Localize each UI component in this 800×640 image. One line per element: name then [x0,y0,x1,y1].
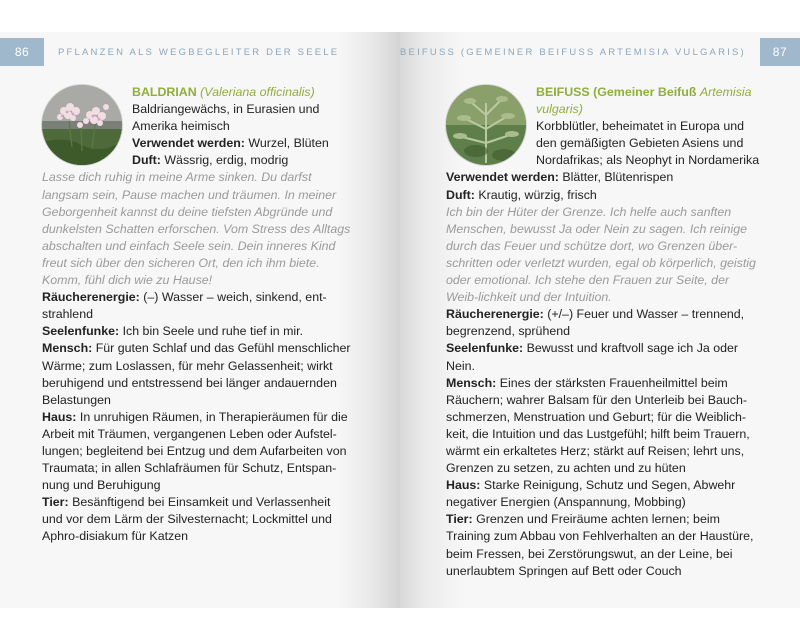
left-page [0,32,400,608]
used-value: Blätter, Blütenrispen [562,170,674,185]
intro-text: Lasse dich ruhig in meine Arme sinken. Du darfst langsam sein, Pause machen und träumen. In meiner Geborgenheit kannst du deine tiefsten Abgründe und dunkelsten Schatten erforschen. Vom Stress des Alltags abschalten und einfach Seele sein. Dein inneres Kind freut sich über den sicheren Ort, den ich ihm biete. Komm, fühl dich wie zu Hause! [42,170,351,288]
used-value: Wurzel, Blüten [248,136,329,151]
section-label: Mensch: [446,375,497,390]
plant-name: BEIFUSS [536,85,590,99]
right-page [400,32,800,608]
plant-origin: Baldriangewächs, in Eurasien und Amerika heimisch [132,102,320,134]
used-label: Verwendet werden: [132,136,245,151]
section-text: Besänftigend bei Einsamkeit und Verlassenheit und vor dem Lärm der Silvesternacht; Lockmittel und Aphro-disiakum für Katzen [42,495,332,544]
section-text: In unruhigen Räumen, in Therapieräumen für die Arbeit mit Träumen, vergangenen Leben oder Aufstel-lungen; begleitend bei Entzug und dem Aufarbeiten von Traumata; in allen Schlafräumen für Schutz, Entspan-nung und Beruhigung [42,409,348,493]
running-head: BEIFUSS (GEMEINER BEIFUSS ARTEMISIA VULGARIS) [400,46,746,58]
section-text: Bewusst und kraftvoll sage ich Ja oder Nein. [446,341,739,373]
right-page-header [400,38,800,66]
section-haus [42,409,354,494]
plant-latin-name: Artemisia vulgaris) [536,85,752,117]
scent-value: Krautig, würzig, frisch [478,187,597,202]
section-raeucherenergie [446,306,760,340]
section-label: Räucherenergie: [42,290,140,305]
section-text: Starke Reinigung, Schutz und Segen, Abwehr negativer Energien (Anspannung, Mobbing) [446,478,736,510]
scent-label: Duft: [446,187,475,202]
baldrian-image [42,85,122,165]
plant-name: BALDRIAN [132,85,197,99]
plant-origin: Korbblütler, beheimatet in Europa und den gemäßigten Gebieten Asiens und Nordafrikas; als Neophyt in Nordamerika [536,119,760,168]
baldrian-entry [42,84,354,546]
plant-common-name: (Gemeiner Beifuß [593,85,697,99]
section-seelenfunke [446,340,760,374]
section-label: Haus: [446,478,481,493]
page-number: 86 [0,38,44,66]
section-mensch [446,375,760,478]
section-text: Ich bin Seele und ruhe tief in mir. [122,324,304,339]
section-label: Räucherenergie: [446,307,544,322]
section-seelenfunke [42,323,354,340]
section-mensch [42,340,354,408]
section-raeucherenergie [42,289,354,323]
section-text: (–) Wasser – weich, sinkend, ent-strahlend [42,290,327,322]
intro-text: Ich bin der Hüter der Grenze. Ich helfe auch sanften Menschen, bewusst Ja oder Nein zu sagen. Ich reinige durch das Feuer und schütze dort, wo Grenzen über-schritten oder verletzt wurden, egal ob körperlich, geistig oder emotional. Ich stehe den Frauen zur Seite, der Weib-lichkeit und der Intuition. [446,204,756,305]
section-label: Tier: [42,495,69,510]
section-haus [446,477,760,511]
section-text: (+/–) Feuer und Wasser – trennend, begrenzend, sprühend [446,307,745,339]
beifuss-image [446,85,526,165]
running-head: PFLANZEN ALS WEGBEGLEITER DER SEELE [58,46,340,58]
section-label: Seelenfunke: [446,341,524,356]
section-label: Haus: [42,409,77,424]
section-tier [42,494,354,545]
section-label: Tier: [446,512,473,527]
used-label: Verwendet werden: [446,170,559,185]
plant-title [132,85,315,99]
section-label: Mensch: [42,341,93,356]
scent-value: Wässrig, erdig, modrig [164,153,289,168]
left-page-header [0,38,400,66]
beifuss-entry [446,84,760,580]
section-label: Seelenfunke: [42,324,120,339]
book-spread [0,32,800,608]
plant-latin-name: (Valeriana officinalis) [200,85,315,99]
section-text: Eines der stärksten Frauenheilmittel beim Räuchern; wahrer Balsam für den Unterleib bei Bauch-schmerzen, Menstruation und Geburt; für die Weiblich-keit, die Intuition und das Lustgefühl; hilft beim Trauern, wärmt ein erkaltetes Herz; stärkt auf Reisen; lehrt uns, Grenzen zu setzen, zu achten und zu hüten [446,375,750,476]
plant-title [536,85,752,116]
page-number: 87 [760,38,800,66]
section-tier [446,511,760,579]
scent-label: Duft: [132,153,161,168]
section-text: Für guten Schlaf und das Gefühl menschlicher Wärme; zum Loslassen, für mehr Gelassenheit; wirkt beruhigend und entstressend bei länger andauernden Belastungen [42,341,351,407]
section-text: Grenzen und Freiräume achten lernen; beim Training zum Abbau von Fehlverhalten an der Haustüre, beim Fressen, bei Zerstörungswut, an der Leine, bei unerlaubtem Springen auf Bett oder Couch [446,512,754,578]
